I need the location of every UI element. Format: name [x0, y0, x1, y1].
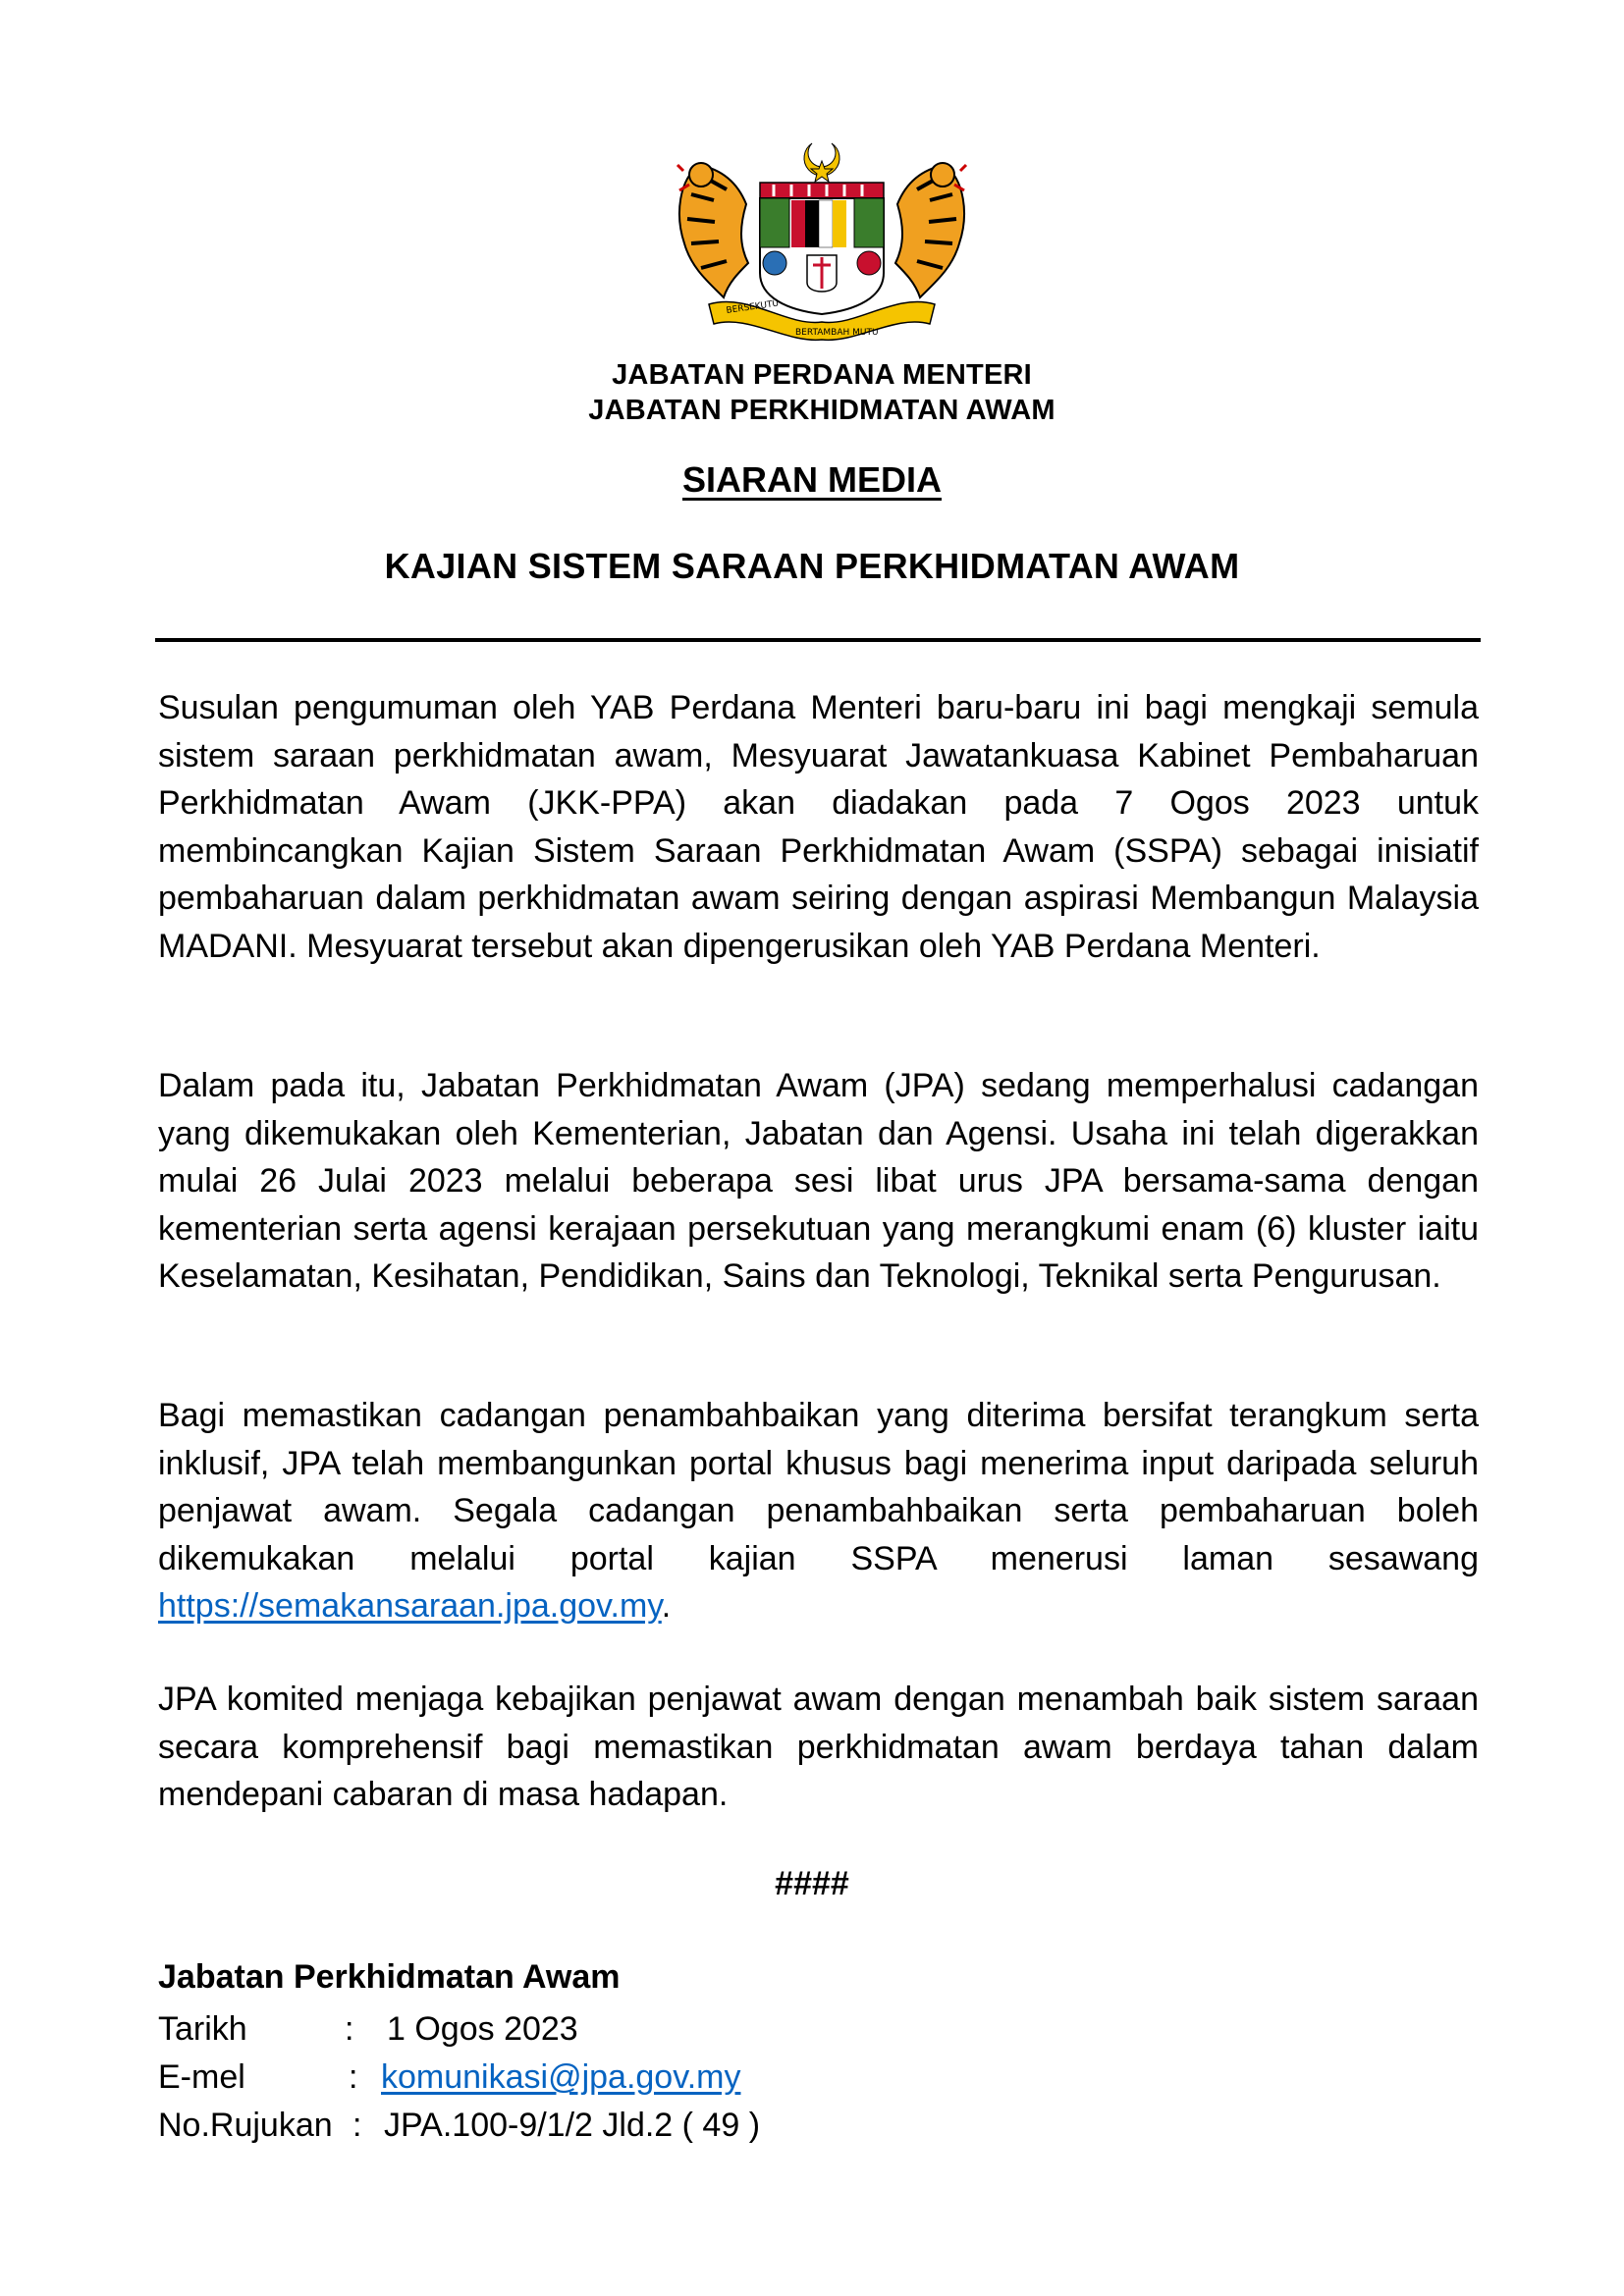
- date-label: Tarikh: [158, 2010, 247, 2048]
- reference-value: JPA.100-9/1/2 Jld.2 ( 49 ): [384, 2107, 761, 2144]
- email-colon: :: [349, 2058, 358, 2096]
- paragraph-3: [158, 1392, 1479, 1630]
- document-label-text: SIARAN MEDIA: [681, 459, 942, 500]
- org-line-2: JABATAN PERKHIDMATAN AWAM: [588, 395, 1056, 426]
- malaysia-coat-of-arms-icon: [670, 135, 974, 344]
- portal-link[interactable]: https://semakansaraan.jpa.gov.my: [158, 1587, 662, 1625]
- paragraph-3-end: .: [661, 1587, 672, 1625]
- reference-label: No.Rujukan: [158, 2107, 333, 2144]
- email-link[interactable]: komunikasi@jpa.gov.my: [381, 2058, 741, 2096]
- footer-org: Jabatan Perkhidmatan Awam: [158, 1958, 621, 1996]
- horizontal-divider: [155, 638, 1481, 642]
- org-line-1: JABATAN PERDANA MENTERI: [612, 359, 1032, 391]
- paragraph-2: Dalam pada itu, Jabatan Perkhidmatan Awam (JPA) sedang memperhalusi cadangan yang dikemukakan oleh Kementerian, Jabatan dan Agensi. Usaha ini telah digerakkan mulai 26 Julai 2023 melalui beberapa sesi libat urus JPA bersama-sama dengan kementerian serta agensi kerajaan persekutuan yang merangkumi enam (6) kluster iaitu Keselamatan, Kesihatan, Pendidikan, Sains dan Teknologi, Teknikal serta Pengurusan.: [158, 1067, 1479, 1295]
- svg-text:BERSEKUTU: BERSEKUTU: [726, 298, 780, 316]
- email-row: [158, 2054, 741, 2101]
- page-title: KAJIAN SISTEM SARAAN PERKHIDMATAN AWAM: [384, 546, 1240, 586]
- paragraph-3-text: Bagi memastikan cadangan penambahbaikan yang diterima bersifat terangkum serta inklusif, JPA telah membangunkan portal khusus bagi menerima input daripada seluruh penjawat awam. Segala cadangan penambahbaikan serta pembaharuan boleh dikemukakan melalui portal kajian SSPA menerusi laman sesawang: [158, 1397, 1479, 1577]
- svg-text:BERTAMBAH MUTU: BERTAMBAH MUTU: [795, 328, 879, 338]
- reference-row: [158, 2102, 761, 2149]
- paragraph-1: Susulan pengumuman oleh YAB Perdana Menteri baru-baru ini bagi mengkaji semula sistem saraan perkhidmatan awam, Mesyuarat Jawatankuasa Kabinet Pembaharuan Perkhidmatan Awam (JKK-PPA) akan diadakan pada 7 Ogos 2023 untuk membincangkan Kajian Sistem Saraan Perkhidmatan Awam (SSPA) sebagai inisiatif pembaharuan dalam perkhidmatan awam seiring dengan aspirasi Membangun Malaysia MADANI. Mesyuarat tersebut akan dipengerusikan oleh YAB Perdana Menteri.: [158, 689, 1479, 965]
- end-separator: ####: [775, 1865, 849, 1902]
- paragraph-4: JPA komited menjaga kebajikan penjawat awam dengan menambah baik sistem saraan secara komprehensif bagi memastikan perkhidmatan awam berdaya tahan dalam mendepani cabaran di masa hadapan.: [158, 1681, 1479, 1813]
- document-label: [0, 459, 1624, 501]
- date-colon: :: [345, 2010, 354, 2048]
- reference-colon: :: [352, 2107, 362, 2144]
- date-row: [158, 2005, 578, 2053]
- email-label: E-mel: [158, 2058, 245, 2096]
- date-value: 1 Ogos 2023: [387, 2010, 578, 2048]
